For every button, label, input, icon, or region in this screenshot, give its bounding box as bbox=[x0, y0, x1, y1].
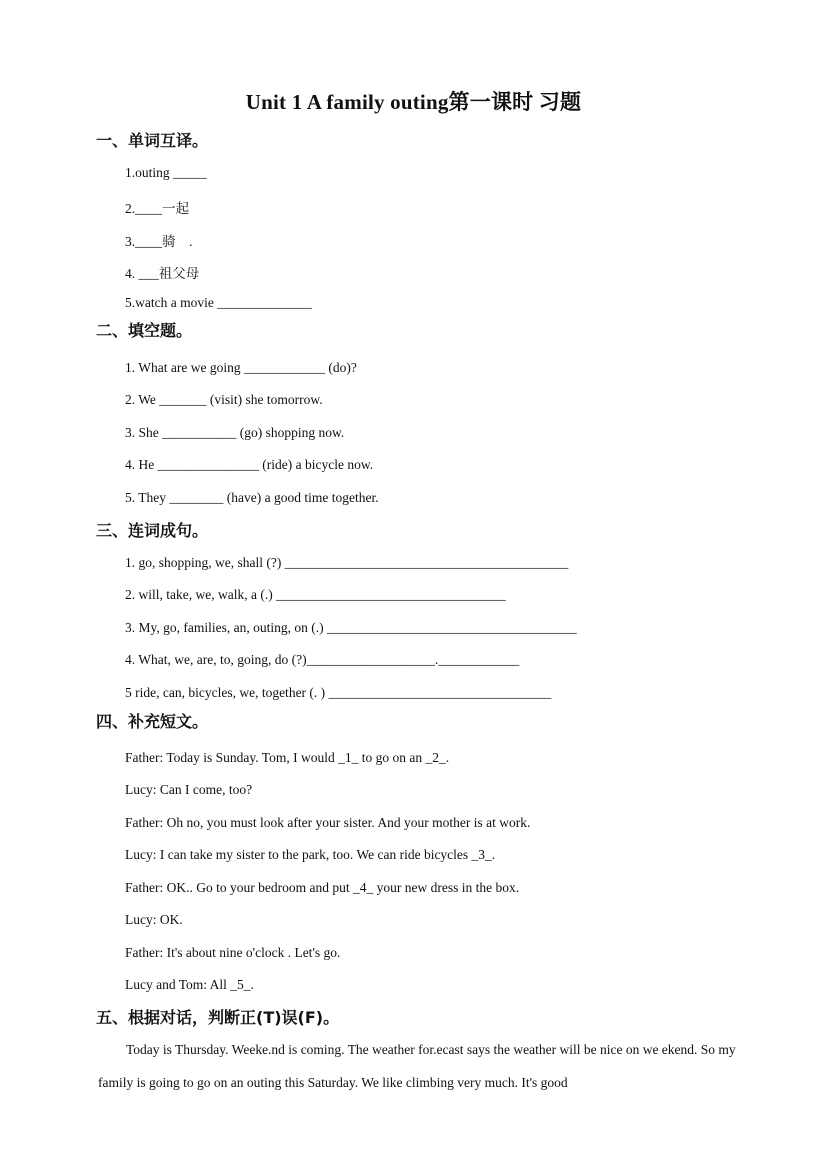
question-line: 5 ride, can, bicycles, we, together (. ) _________________________________ bbox=[125, 685, 552, 700]
question-line: 4. He _______________ (ride) a bicycle now. bbox=[125, 457, 374, 472]
reading-paragraph: Today is Thursday. Weeke.nd is coming. The weather for.ecast says the weather will be nice on we ekend. So my family is going to go on an outing this Saturday. We like climbing very much. It's good bbox=[98, 1042, 736, 1090]
question-line: 3. My, go, families, an, outing, on (.) _____________________________________ bbox=[125, 620, 577, 635]
dialogue-line: Lucy and Tom: All _5_. bbox=[125, 977, 254, 992]
question-line: 5.watch a movie ______________ bbox=[125, 295, 312, 310]
dialogue-line: Lucy: I can take my sister to the park, too. We can ride bicycles _3_. bbox=[125, 847, 496, 862]
question-line: 5. They ________ (have) a good time together. bbox=[125, 490, 379, 505]
question-line: 4. ___祖父母 bbox=[125, 266, 200, 281]
dialogue-line: Father: Oh no, you must look after your sister. And your mother is at work. bbox=[125, 815, 531, 830]
question-line: 2. We _______ (visit) she tomorrow. bbox=[125, 392, 323, 407]
question-line: 2.____一起 bbox=[125, 201, 190, 216]
dialogue-line: Father: OK.. Go to your bedroom and put _4_ your new dress in the box. bbox=[125, 880, 520, 895]
section-heading-true-false: 五、根据对话，判断正(T)误(F)。 bbox=[96, 1008, 340, 1027]
dialogue-line: Father: Today is Sunday. Tom, I would _1_ to go on an _2_. bbox=[125, 750, 450, 765]
question-line: 4. What, we, are, to, going, do (?)___________________.____________ bbox=[125, 652, 520, 667]
section-heading-complete-passage: 四、补充短文。 bbox=[96, 712, 209, 731]
section-heading-vocabulary: 一、单词互译。 bbox=[96, 131, 209, 150]
page-title: Unit 1 A family outing第一课时 习题 bbox=[245, 90, 582, 114]
question-line: 3. She ___________ (go) shopping now. bbox=[125, 425, 345, 440]
question-line: 3.____骑 . bbox=[125, 234, 193, 249]
dialogue-line: Father: It's about nine o'clock . Let's go. bbox=[125, 945, 341, 960]
question-line: 1.outing _____ bbox=[125, 165, 207, 180]
question-line: 1. go, shopping, we, shall (?) __________________________________________ bbox=[125, 555, 569, 570]
section-heading-fill-blanks: 二、填空题。 bbox=[96, 321, 193, 340]
question-line: 2. will, take, we, walk, a (.) __________________________________ bbox=[125, 587, 506, 602]
dialogue-line: Lucy: Can I come, too? bbox=[125, 782, 253, 797]
dialogue-line: Lucy: OK. bbox=[125, 912, 183, 927]
section-heading-sentence-building: 三、连词成句。 bbox=[96, 521, 209, 540]
question-line: 1. What are we going ____________ (do)? bbox=[125, 360, 357, 375]
